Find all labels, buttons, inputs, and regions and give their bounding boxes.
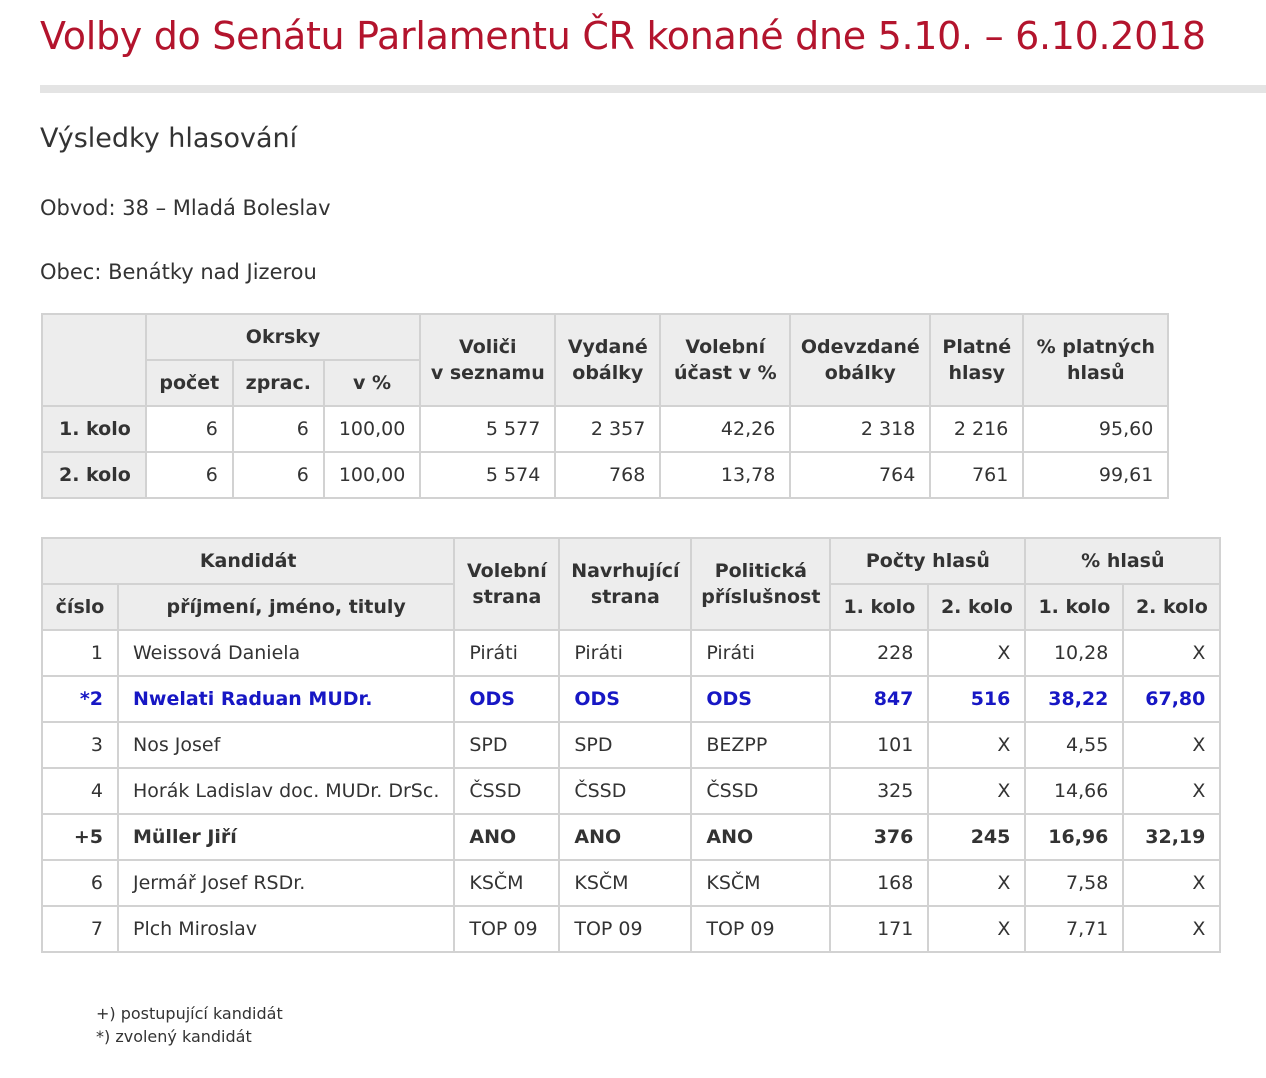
header-navrhujici-strana: Navrhující strana [559,538,691,630]
results-heading: Výsledky hlasování [40,123,298,154]
pct-round1: 7,58 [1025,860,1123,906]
okrsky-zprac: 6 [233,452,324,498]
candidate-volebni-strana: ANO [454,814,559,860]
pct-round2: X [1123,722,1220,768]
table-row [42,630,1220,676]
candidate-navrhujici-strana: TOP 09 [559,906,691,952]
volici-value: 5 577 [420,406,555,452]
votes-round2: 516 [928,676,1025,722]
table-row [42,906,1220,952]
candidate-navrhujici-strana: ČSSD [559,768,691,814]
candidate-navrhujici-strana: SPD [559,722,691,768]
header-politicka-prislusnost: Politická příslušnost [691,538,830,630]
okrsky-pct: 100,00 [324,406,420,452]
votes-round1: 168 [830,860,928,906]
pct-round1: 38,22 [1025,676,1123,722]
votes-round1: 325 [830,768,928,814]
corner-header [42,314,146,406]
header-hlasy-kolo2: 2. kolo [928,584,1025,630]
candidate-number: +5 [42,814,118,860]
candidate-number: 3 [42,722,118,768]
candidate-volebni-strana: TOP 09 [454,906,559,952]
pct-round2: X [1123,906,1220,952]
odevzdane-value: 2 318 [790,406,930,452]
header-vydane: Vydané obálky [555,314,660,406]
pct-round1: 14,66 [1025,768,1123,814]
votes-round1: 171 [830,906,928,952]
candidate-volebni-strana: Piráti [454,630,559,676]
votes-round2: X [928,768,1025,814]
table-row [42,768,1220,814]
candidate-navrhujici-strana: ODS [559,676,691,722]
platne-value: 761 [930,452,1023,498]
table-row-elected [42,676,1220,722]
header-pct-hlasu: % hlasů [1025,538,1220,584]
votes-round2: X [928,906,1025,952]
volici-value: 5 574 [420,452,555,498]
candidate-name: Horák Ladislav doc. MUDr. DrSc. [118,768,454,814]
summary-table [41,313,1169,499]
candidate-politicka: ANO [691,814,830,860]
header-ucast: Volební účast v % [660,314,790,406]
pct-round1: 4,55 [1025,722,1123,768]
round-label: 1. kolo [42,406,146,452]
candidate-name: Nos Josef [118,722,454,768]
district-label: Obvod: 38 – Mladá Boleslav [40,196,331,220]
pct-platnych-value: 95,60 [1023,406,1168,452]
header-platne: Platné hlasy [930,314,1023,406]
candidate-name: Müller Jiří [118,814,454,860]
header-jmeno: příjmení, jméno, tituly [118,584,454,630]
candidate-name: Weissová Daniela [118,630,454,676]
header-pct-kolo2: 2. kolo [1123,584,1220,630]
header-pct-kolo1: 1. kolo [1025,584,1123,630]
candidate-politicka: BEZPP [691,722,830,768]
pct-round2: 32,19 [1123,814,1220,860]
header-pocty-hlasu: Počty hlasů [830,538,1025,584]
pct-round2: X [1123,860,1220,906]
candidate-volebni-strana: ODS [454,676,559,722]
pct-round2: 67,80 [1123,676,1220,722]
footnotes [96,1002,283,1048]
table-row [42,860,1220,906]
candidate-politicka: TOP 09 [691,906,830,952]
candidate-navrhujici-strana: Piráti [559,630,691,676]
table-row [42,722,1220,768]
okrsky-zprac: 6 [233,406,324,452]
okrsky-pocet: 6 [146,406,233,452]
header-okrsky: Okrsky [146,314,420,360]
candidate-number: 7 [42,906,118,952]
odevzdane-value: 764 [790,452,930,498]
candidate-politicka: ODS [691,676,830,722]
page-title: Volby do Senátu Parlamentu ČR konané dne 5.10. – 6.10.2018 [40,14,1206,58]
header-hlasy-kolo1: 1. kolo [830,584,928,630]
header-volici: Voliči v seznamu [420,314,555,406]
votes-round2: 245 [928,814,1025,860]
table-row [42,406,1168,452]
candidate-volebni-strana: SPD [454,722,559,768]
candidate-politicka: KSČM [691,860,830,906]
header-volebni-strana: Volební strana [454,538,559,630]
footnote-advancing: +) postupující kandidát [96,1004,283,1023]
pct-round1: 7,71 [1025,906,1123,952]
header-odevzdane: Odevzdané obálky [790,314,930,406]
candidates-table [41,537,1221,953]
votes-round1: 376 [830,814,928,860]
candidate-politicka: ČSSD [691,768,830,814]
votes-round1: 228 [830,630,928,676]
candidate-number: 1 [42,630,118,676]
vydane-value: 768 [555,452,660,498]
table-row-advancing [42,814,1220,860]
candidate-name: Plch Miroslav [118,906,454,952]
header-zprac: zprac. [233,360,324,406]
candidate-volebni-strana: KSČM [454,860,559,906]
ucast-value: 42,26 [660,406,790,452]
header-pocet: počet [146,360,233,406]
votes-round2: X [928,860,1025,906]
footnote-elected: *) zvolený kandidát [96,1027,252,1046]
round-label: 2. kolo [42,452,146,498]
pct-round2: X [1123,630,1220,676]
municipality-label: Obec: Benátky nad Jizerou [40,260,317,284]
title-divider [40,85,1266,93]
vydane-value: 2 357 [555,406,660,452]
candidate-navrhujici-strana: ANO [559,814,691,860]
pct-round1: 16,96 [1025,814,1123,860]
candidate-politicka: Piráti [691,630,830,676]
okrsky-pct: 100,00 [324,452,420,498]
platne-value: 2 216 [930,406,1023,452]
pct-round1: 10,28 [1025,630,1123,676]
candidate-number: *2 [42,676,118,722]
candidate-number: 6 [42,860,118,906]
ucast-value: 13,78 [660,452,790,498]
votes-round1: 101 [830,722,928,768]
header-pct-platnych: % platných hlasů [1023,314,1168,406]
votes-round2: X [928,722,1025,768]
pct-round2: X [1123,768,1220,814]
pct-platnych-value: 99,61 [1023,452,1168,498]
header-v-pct: v % [324,360,420,406]
candidate-volebni-strana: ČSSD [454,768,559,814]
votes-round2: X [928,630,1025,676]
candidate-number: 4 [42,768,118,814]
table-row [42,452,1168,498]
candidate-name: Jermář Josef RSDr. [118,860,454,906]
candidate-navrhujici-strana: KSČM [559,860,691,906]
header-kandidat: Kandidát [42,538,454,584]
candidate-name: Nwelati Raduan MUDr. [118,676,454,722]
header-cislo: číslo [42,584,118,630]
okrsky-pocet: 6 [146,452,233,498]
votes-round1: 847 [830,676,928,722]
